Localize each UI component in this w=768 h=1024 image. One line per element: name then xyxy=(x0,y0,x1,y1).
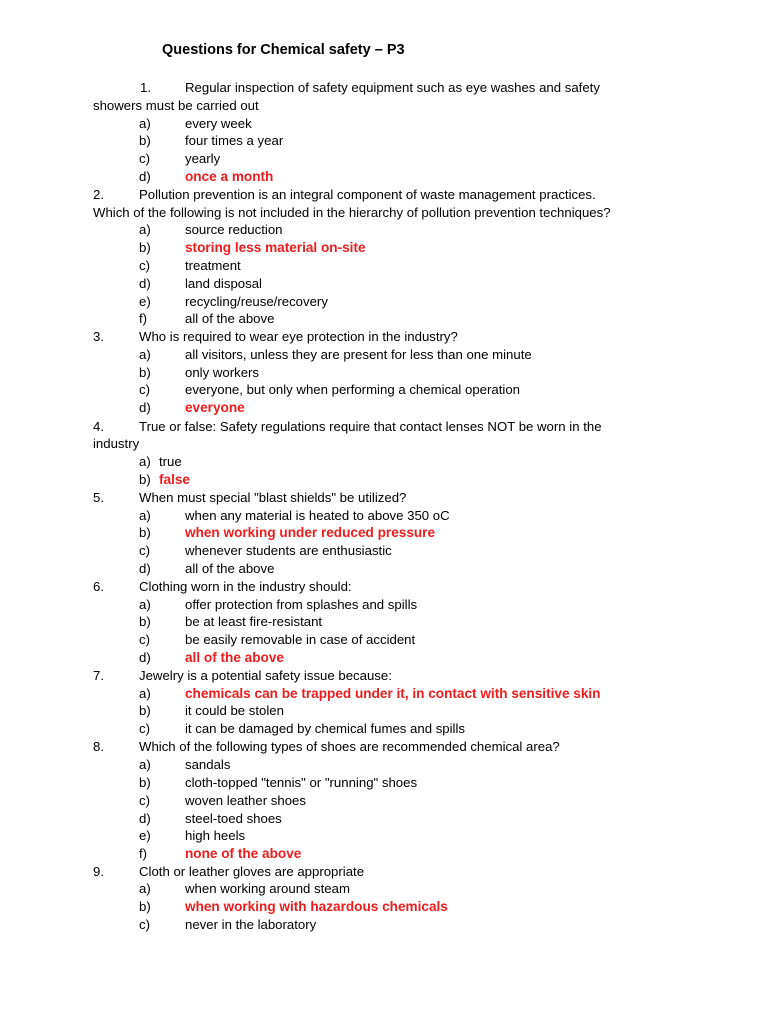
question-text: Jewelry is a potential safety issue because: xyxy=(139,668,392,683)
correct-answer-text: when working under reduced pressure xyxy=(185,525,436,540)
option-letter: a) xyxy=(139,116,151,131)
option-text: recycling/reuse/recovery xyxy=(185,294,328,309)
option-text: when working around steam xyxy=(185,881,350,896)
option-letter: b) xyxy=(139,614,151,629)
option-text: true xyxy=(159,454,182,469)
option-text: whenever students are enthusiastic xyxy=(185,543,392,558)
question-text-continued: Which of the following is not included in the hierarchy of pollution prevention techniques? xyxy=(93,205,611,220)
option-letter: a) xyxy=(139,597,151,612)
option-text: all of the above xyxy=(185,311,275,326)
option-text: everyone, but only when performing a chemical operation xyxy=(185,382,521,397)
option-letter: e) xyxy=(139,294,151,309)
option-text: sandals xyxy=(185,757,231,772)
question-text: When must special "blast shields" be utilized? xyxy=(139,490,407,505)
option-letter: b) xyxy=(139,133,151,148)
option-text: cloth-topped "tennis" or "running" shoes xyxy=(185,775,418,790)
question-text-continued: showers must be carried out xyxy=(93,98,259,113)
question-number: 9. xyxy=(93,864,104,879)
question-number: 2. xyxy=(93,187,104,202)
question-text: Which of the following types of shoes are recommended chemical area? xyxy=(139,739,560,754)
question-text: Cloth or leather gloves are appropriate xyxy=(139,864,365,879)
option-letter: b) xyxy=(139,472,151,487)
option-text: treatment xyxy=(185,258,241,273)
correct-answer-text: chemicals can be trapped under it, in contact with sensitive skin xyxy=(185,686,601,701)
question-number: 1. xyxy=(140,80,151,95)
option-letter: c) xyxy=(139,632,150,647)
correct-answer-text: everyone xyxy=(185,400,245,415)
option-text: when any material is heated to above 350 oC xyxy=(185,508,450,523)
question-number: 3. xyxy=(93,329,104,344)
option-letter: c) xyxy=(139,151,150,166)
option-letter: a) xyxy=(139,454,151,469)
question-number: 7. xyxy=(93,668,104,683)
question-number: 5. xyxy=(93,490,104,505)
option-letter: f) xyxy=(139,846,148,861)
question-number: 8. xyxy=(93,739,104,754)
option-text: every week xyxy=(185,116,252,131)
option-text: four times a year xyxy=(185,133,284,148)
option-letter: c) xyxy=(139,543,150,558)
option-letter: d) xyxy=(139,650,151,665)
option-letter: b) xyxy=(139,240,151,255)
option-text: only workers xyxy=(185,365,260,380)
question-text: Who is required to wear eye protection in the industry? xyxy=(139,329,458,344)
option-letter: d) xyxy=(139,561,151,576)
option-letter: a) xyxy=(139,881,151,896)
option-letter: e) xyxy=(139,828,151,843)
correct-answer-text: once a month xyxy=(185,169,274,184)
option-letter: c) xyxy=(139,793,150,808)
option-letter: a) xyxy=(139,757,151,772)
option-text: be at least fire-resistant xyxy=(185,614,323,629)
option-letter: c) xyxy=(139,382,150,397)
option-letter: a) xyxy=(139,686,151,701)
option-letter: b) xyxy=(139,899,151,914)
question-text: Regular inspection of safety equipment such as eye washes and safety xyxy=(185,80,600,95)
option-text: steel-toed shoes xyxy=(185,811,282,826)
option-letter: d) xyxy=(139,400,151,415)
question-number: 4. xyxy=(93,419,104,434)
option-letter: b) xyxy=(139,703,151,718)
option-text: yearly xyxy=(185,151,221,166)
correct-answer-text: storing less material on-site xyxy=(185,240,366,255)
option-letter: d) xyxy=(139,169,151,184)
option-text: be easily removable in case of accident xyxy=(185,632,416,647)
option-letter: b) xyxy=(139,365,151,380)
correct-answer-text: when working with hazardous chemicals xyxy=(185,899,448,914)
option-text: all of the above xyxy=(185,561,275,576)
option-letter: c) xyxy=(139,258,150,273)
option-text: offer protection from splashes and spills xyxy=(185,597,418,612)
option-text: land disposal xyxy=(185,276,262,291)
option-text: all visitors, unless they are present for less than one minute xyxy=(185,347,532,362)
question-text: Pollution prevention is an integral component of waste management practices. xyxy=(139,187,596,202)
option-text: it could be stolen xyxy=(185,703,284,718)
option-text: never in the laboratory xyxy=(185,917,317,932)
correct-answer-text: all of the above xyxy=(185,650,284,665)
correct-answer-text: false xyxy=(159,472,190,487)
option-letter: a) xyxy=(139,222,151,237)
option-letter: d) xyxy=(139,811,151,826)
option-letter: f) xyxy=(139,311,148,326)
question-number: 6. xyxy=(93,579,104,594)
option-text: high heels xyxy=(185,828,246,843)
option-text: woven leather shoes xyxy=(185,793,306,808)
question-text-continued: industry xyxy=(93,436,140,451)
question-text: Clothing worn in the industry should: xyxy=(139,579,352,594)
option-text: source reduction xyxy=(185,222,283,237)
document-title: Questions for Chemical safety – P3 xyxy=(162,42,405,58)
option-letter: d) xyxy=(139,276,151,291)
option-text: it can be damaged by chemical fumes and spills xyxy=(185,721,466,736)
correct-answer-text: none of the above xyxy=(185,846,302,861)
option-letter: c) xyxy=(139,917,150,932)
option-letter: b) xyxy=(139,775,151,790)
option-letter: c) xyxy=(139,721,150,736)
question-text: True or false: Safety regulations require that contact lenses NOT be worn in the xyxy=(139,419,602,434)
option-letter: a) xyxy=(139,347,151,362)
option-letter: b) xyxy=(139,525,151,540)
option-letter: a) xyxy=(139,508,151,523)
